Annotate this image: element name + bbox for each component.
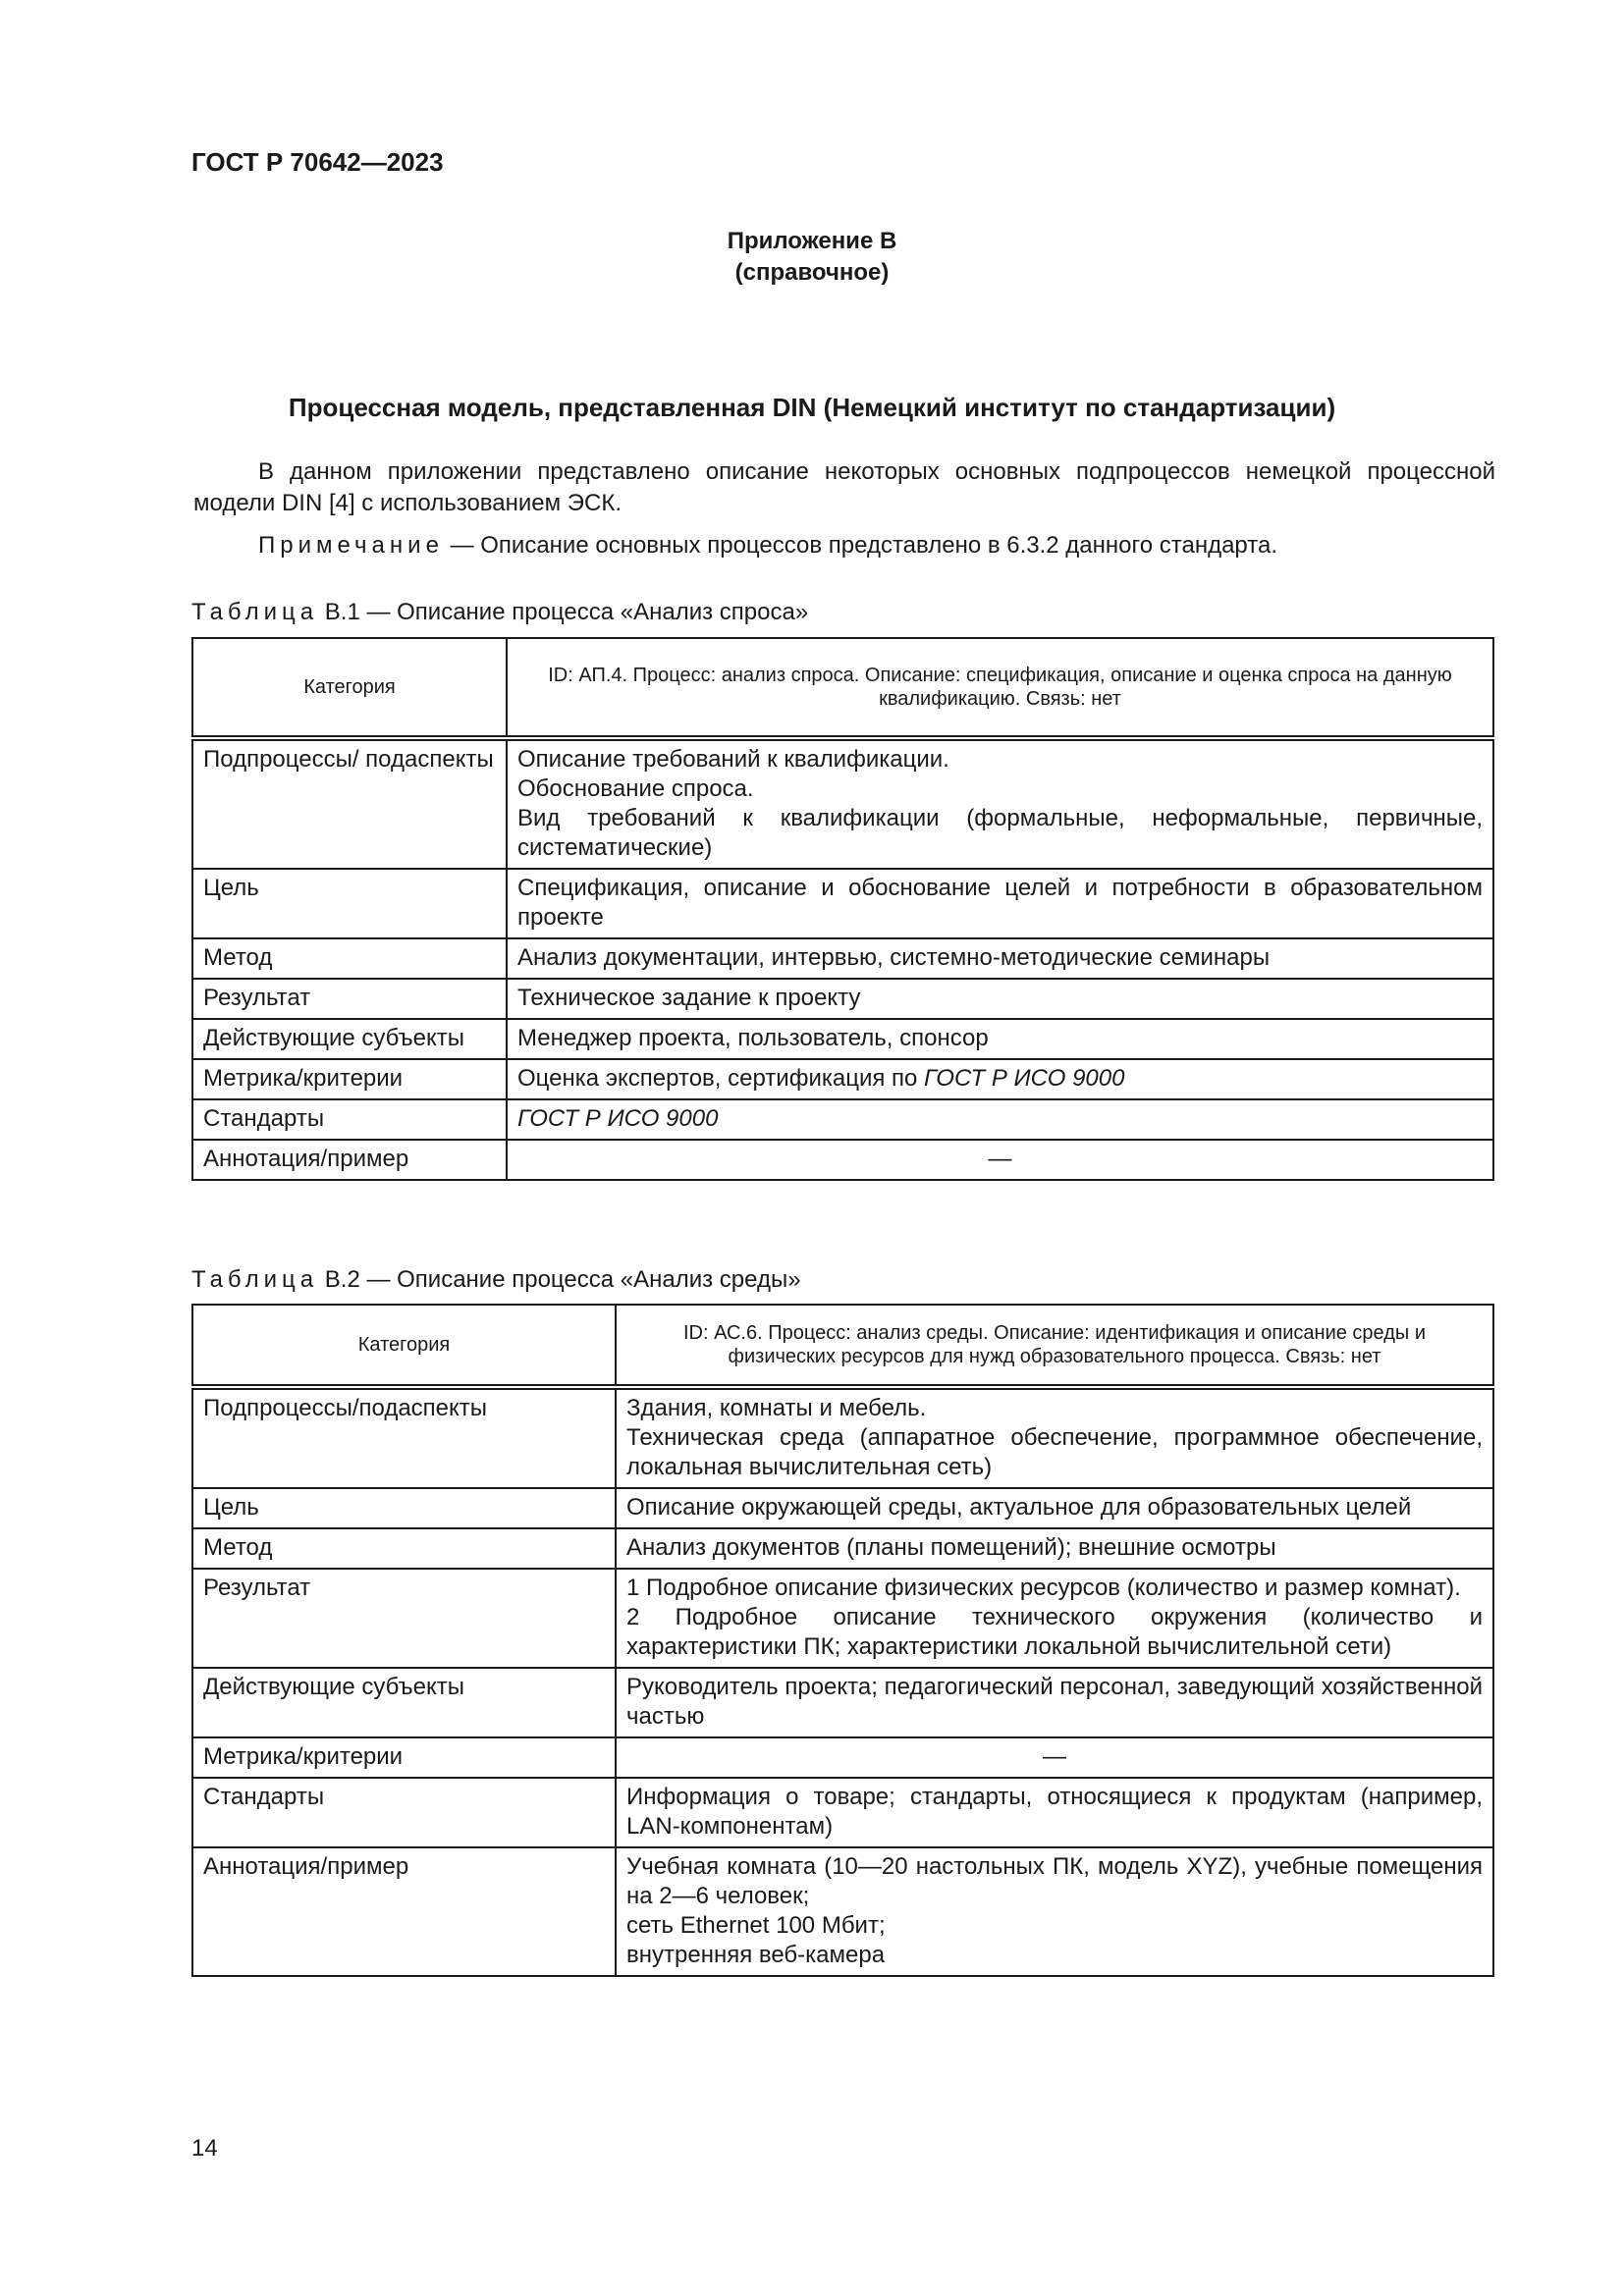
table2-caption-text: В.2 — Описание процесса «Анализ среды»	[318, 1266, 801, 1293]
standard-reference: ГОСТ Р ИСО 9000	[924, 1065, 1125, 1092]
row-value: Информация о товаре; стандарты, относящиеся к продуктам (например, LAN-компонентам)	[616, 1778, 1493, 1847]
row-label: Аннотация/пример	[192, 1847, 616, 1976]
table2-caption	[191, 1266, 801, 1294]
row-value	[616, 1847, 1493, 1976]
appendix-label: Приложение В	[727, 228, 897, 254]
table-row	[192, 1488, 1493, 1528]
appendix-title: Процессная модель, представленная DIN (Немецкий институт по стандартизации)	[288, 393, 1336, 422]
process-table-environment-analysis	[191, 1304, 1494, 1977]
table-row	[192, 938, 1493, 979]
row-label: Метрика/критерии	[192, 1059, 507, 1099]
row-value	[507, 1099, 1493, 1140]
process-table-demand-analysis	[191, 637, 1494, 1181]
row-label: Подпроцессы/ подаспекты	[192, 738, 507, 869]
table-row	[192, 1778, 1493, 1847]
table-row	[192, 869, 1493, 938]
row-value: —	[616, 1737, 1493, 1778]
page-number: 14	[191, 2135, 218, 2162]
table-row	[192, 1569, 1493, 1668]
table1-caption	[191, 599, 808, 626]
value-line: 1 Подробное описание физических ресурсов (количество и размер комнат).	[626, 1575, 1461, 1601]
header-process-description: ID: АС.6. Процесс: анализ среды. Описание: идентификация и описание среды и физических ресурсов для нужд образовательного процесса. Связь: нет	[616, 1305, 1493, 1387]
row-value: Менеджер проекта, пользователь, спонсор	[507, 1019, 1493, 1059]
value-line: 2 Подробное описание технического окружения (количество и характеристики ПК; характеристики локальной вычислительной сети)	[626, 1604, 1483, 1660]
row-value	[616, 1387, 1493, 1488]
row-value: Спецификация, описание и обоснование целей и потребности в образовательном проекте	[507, 869, 1493, 938]
header-category: Категория	[192, 638, 507, 738]
row-value: Анализ документов (планы помещений); внешние осмотры	[616, 1528, 1493, 1569]
row-label: Цель	[192, 1488, 616, 1528]
table1-caption-text: В.1 — Описание процесса «Анализ спроса»	[318, 599, 809, 625]
row-label: Метод	[192, 1528, 616, 1569]
table-row	[192, 1528, 1493, 1569]
table-row	[192, 1140, 1493, 1180]
row-label: Действующие субъекты	[192, 1668, 616, 1737]
value-line: Техническая среда (аппаратное обеспечение, программное обеспечение, локальная вычислительная сеть)	[626, 1424, 1483, 1480]
row-label: Метрика/критерии	[192, 1737, 616, 1778]
value-line: сеть Ethernet 100 Мбит;	[626, 1912, 886, 1939]
value-line: Здания, комнаты и мебель.	[626, 1395, 927, 1421]
row-label: Результат	[192, 1569, 616, 1668]
table-row	[192, 1737, 1493, 1778]
row-value: Описание окружающей среды, актуальное для образовательных целей	[616, 1488, 1493, 1528]
value-line: внутренняя веб-камера	[626, 1942, 886, 1968]
table-row	[192, 1847, 1493, 1976]
row-label: Стандарты	[192, 1099, 507, 1140]
row-label: Цель	[192, 869, 507, 938]
table-header-row	[192, 638, 1493, 738]
document-code: ГОСТ Р 70642—2023	[191, 147, 444, 177]
row-label: Стандарты	[192, 1778, 616, 1847]
value-line: Описание требований к квалификации.	[517, 746, 949, 773]
note-paragraph	[193, 530, 1495, 561]
table-row	[192, 1059, 1493, 1099]
table-row	[192, 1019, 1493, 1059]
value-line: Вид требований к квалификации (формальные, неформальные, первичные, систематические)	[517, 805, 1483, 861]
table2-caption-label: Таблица	[191, 1266, 319, 1293]
note-label: Примечание	[258, 532, 444, 559]
row-value: Руководитель проекта; педагогический персонал, заведующий хозяйственной частью	[616, 1668, 1493, 1737]
row-value	[507, 738, 1493, 869]
table-row	[192, 979, 1493, 1019]
standard-reference: ГОСТ Р ИСО 9000	[517, 1105, 719, 1132]
row-label: Действующие субъекты	[192, 1019, 507, 1059]
header-category: Категория	[192, 1305, 616, 1387]
row-value	[507, 1059, 1493, 1099]
row-label: Аннотация/пример	[192, 1140, 507, 1180]
table-row	[192, 1099, 1493, 1140]
row-value: —	[507, 1140, 1493, 1180]
appendix-kind: (справочное)	[734, 259, 890, 286]
row-label: Метод	[192, 938, 507, 979]
row-value: Техническое задание к проекту	[507, 979, 1493, 1019]
table1-caption-label: Таблица	[191, 599, 319, 625]
appendix-heading	[0, 226, 1624, 289]
row-label: Подпроцессы/подаспекты	[192, 1387, 616, 1488]
value-line: Учебная комната (10—20 настольных ПК, модель XYZ), учебные помещения на 2—6 человек;	[626, 1853, 1483, 1909]
intro-paragraph: В данном приложении представлено описание некоторых основных подпроцессов немецкой процессной модели DIN [4] с использованием ЭСК.	[193, 458, 1495, 516]
value-text: Оценка экспертов, сертификация по	[517, 1065, 925, 1092]
header-process-description: ID: АП.4. Процесс: анализ спроса. Описание: спецификация, описание и оценка спроса на данную квалификацию. Связь: нет	[507, 638, 1493, 738]
table-row	[192, 738, 1493, 869]
note-text: — Описание основных процессов представлено в 6.3.2 данного стандарта.	[443, 532, 1277, 559]
table-header-row	[192, 1305, 1493, 1387]
row-value: Анализ документации, интервью, системно-методические семинары	[507, 938, 1493, 979]
row-label: Результат	[192, 979, 507, 1019]
table-row	[192, 1387, 1493, 1488]
row-value	[616, 1569, 1493, 1668]
value-line: Обоснование спроса.	[517, 775, 754, 802]
table-row	[192, 1668, 1493, 1737]
